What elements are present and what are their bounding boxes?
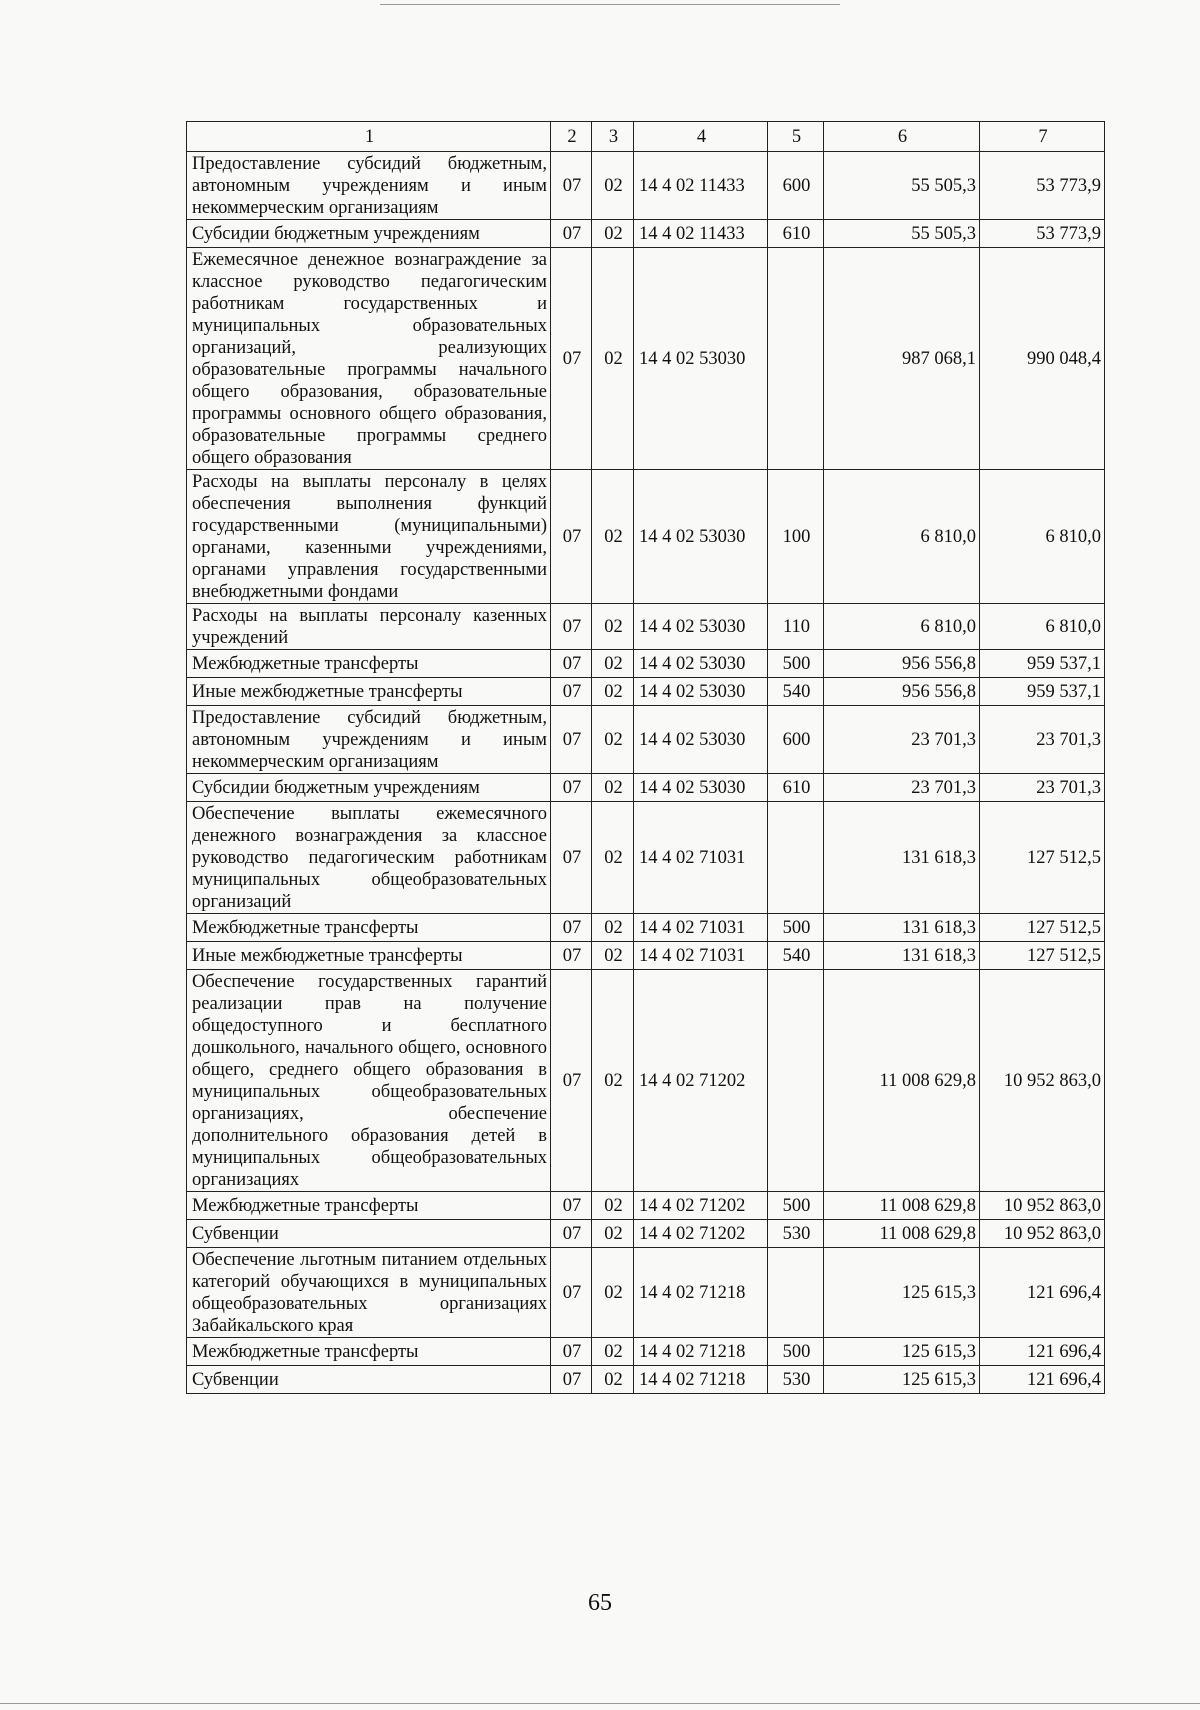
amount-year-1-cell: 23 701,3 [824,774,980,802]
subsection-code-cell: 02 [592,774,634,802]
section-code-cell: 07 [551,470,592,604]
amount-year-2-cell: 990 048,4 [980,248,1105,470]
subsection-code-cell: 02 [592,1338,634,1366]
amount-year-1-cell: 956 556,8 [824,650,980,678]
table-row [187,152,1105,220]
column-header-2: 2 [551,122,592,152]
target-article-cell: 14 4 02 71218 [634,1248,768,1338]
target-article-cell: 14 4 02 71218 [634,1366,768,1394]
section-code-cell: 07 [551,650,592,678]
expense-type-cell: 540 [768,942,824,970]
amount-year-2-cell: 121 696,4 [980,1366,1105,1394]
row-name-cell: Субвенции [187,1220,551,1248]
column-numbers-row [187,122,1105,152]
section-code-cell: 07 [551,774,592,802]
target-article-cell: 14 4 02 11433 [634,220,768,248]
expense-type-cell: 500 [768,1338,824,1366]
amount-year-1-cell: 131 618,3 [824,914,980,942]
column-header-3: 3 [592,122,634,152]
row-name-cell: Субсидии бюджетным учреждениям [187,774,551,802]
expense-type-cell: 100 [768,470,824,604]
expense-type-cell: 500 [768,1192,824,1220]
amount-year-2-cell: 53 773,9 [980,152,1105,220]
table-row [187,970,1105,1192]
expense-type-cell [768,1248,824,1338]
row-name-cell: Расходы на выплаты персоналу в целях обеспечения выполнения функций государственными (муниципальными) органами, казенными учреждениями, органами управления государственными внебюджетными фондами [187,470,551,604]
section-code-cell: 07 [551,706,592,774]
target-article-cell: 14 4 02 53030 [634,706,768,774]
table-row [187,650,1105,678]
table-row [187,1366,1105,1394]
column-header-5: 5 [768,122,824,152]
amount-year-2-cell: 121 696,4 [980,1338,1105,1366]
amount-year-1-cell: 6 810,0 [824,470,980,604]
row-name-cell: Иные межбюджетные трансферты [187,942,551,970]
amount-year-1-cell: 956 556,8 [824,678,980,706]
table-row [187,774,1105,802]
amount-year-1-cell: 11 008 629,8 [824,1192,980,1220]
row-name-cell: Субвенции [187,1366,551,1394]
column-header-1: 1 [187,122,551,152]
target-article-cell: 14 4 02 71202 [634,970,768,1192]
expense-type-cell: 530 [768,1366,824,1394]
expense-type-cell: 600 [768,706,824,774]
target-article-cell: 14 4 02 53030 [634,248,768,470]
table-row [187,914,1105,942]
subsection-code-cell: 02 [592,248,634,470]
expense-type-cell: 610 [768,220,824,248]
row-name-cell: Предоставление субсидий бюджетным, автономным учреждениям и иным некоммерческим организациям [187,152,551,220]
section-code-cell: 07 [551,970,592,1192]
budget-table [186,121,1105,1394]
amount-year-1-cell: 125 615,3 [824,1338,980,1366]
amount-year-1-cell: 125 615,3 [824,1248,980,1338]
amount-year-1-cell: 6 810,0 [824,604,980,650]
target-article-cell: 14 4 02 71202 [634,1220,768,1248]
section-code-cell: 07 [551,220,592,248]
amount-year-1-cell: 23 701,3 [824,706,980,774]
subsection-code-cell: 02 [592,942,634,970]
row-name-cell: Предоставление субсидий бюджетным, автономным учреждениям и иным некоммерческим организациям [187,706,551,774]
expense-type-cell: 610 [768,774,824,802]
table-row [187,706,1105,774]
expense-type-cell: 110 [768,604,824,650]
scan-edge-bottom [0,1703,1200,1704]
table-row [187,248,1105,470]
section-code-cell: 07 [551,678,592,706]
amount-year-2-cell: 6 810,0 [980,604,1105,650]
amount-year-2-cell: 121 696,4 [980,1248,1105,1338]
row-name-cell: Межбюджетные трансферты [187,914,551,942]
column-header-7: 7 [980,122,1105,152]
target-article-cell: 14 4 02 11433 [634,152,768,220]
amount-year-2-cell: 127 512,5 [980,802,1105,914]
section-code-cell: 07 [551,1192,592,1220]
expense-type-cell: 500 [768,650,824,678]
table-row [187,1248,1105,1338]
row-name-cell: Субсидии бюджетным учреждениям [187,220,551,248]
section-code-cell: 07 [551,152,592,220]
row-name-cell: Расходы на выплаты персоналу казенных учреждений [187,604,551,650]
amount-year-1-cell: 11 008 629,8 [824,970,980,1192]
amount-year-1-cell: 131 618,3 [824,942,980,970]
subsection-code-cell: 02 [592,1248,634,1338]
amount-year-2-cell: 23 701,3 [980,706,1105,774]
amount-year-2-cell: 959 537,1 [980,678,1105,706]
row-name-cell: Межбюджетные трансферты [187,1192,551,1220]
table-row [187,802,1105,914]
subsection-code-cell: 02 [592,650,634,678]
amount-year-2-cell: 10 952 863,0 [980,970,1105,1192]
table-row [187,470,1105,604]
table-body [187,152,1105,1394]
expense-type-cell [768,248,824,470]
subsection-code-cell: 02 [592,706,634,774]
target-article-cell: 14 4 02 71031 [634,802,768,914]
target-article-cell: 14 4 02 71202 [634,1192,768,1220]
table-row [187,220,1105,248]
row-name-cell: Обеспечение государственных гарантий реализации прав на получение общедоступного и бесплатного дошкольного, начального общего, основного общего, среднего общего образования в муниципальных общеобразовательных организациях, обеспечение дополнительного образования детей в муниципальных общеобразовательных организациях [187,970,551,1192]
target-article-cell: 14 4 02 71218 [634,1338,768,1366]
amount-year-1-cell: 131 618,3 [824,802,980,914]
table-row [187,1192,1105,1220]
target-article-cell: 14 4 02 71031 [634,942,768,970]
section-code-cell: 07 [551,914,592,942]
target-article-cell: 14 4 02 71031 [634,914,768,942]
section-code-cell: 07 [551,604,592,650]
amount-year-2-cell: 23 701,3 [980,774,1105,802]
section-code-cell: 07 [551,942,592,970]
column-header-4: 4 [634,122,768,152]
target-article-cell: 14 4 02 53030 [634,678,768,706]
subsection-code-cell: 02 [592,914,634,942]
amount-year-2-cell: 959 537,1 [980,650,1105,678]
section-code-cell: 07 [551,1248,592,1338]
subsection-code-cell: 02 [592,220,634,248]
amount-year-1-cell: 11 008 629,8 [824,1220,980,1248]
subsection-code-cell: 02 [592,1192,634,1220]
amount-year-1-cell: 125 615,3 [824,1366,980,1394]
expense-type-cell [768,802,824,914]
section-code-cell: 07 [551,1220,592,1248]
table-row [187,942,1105,970]
row-name-cell: Межбюджетные трансферты [187,1338,551,1366]
section-code-cell: 07 [551,802,592,914]
amount-year-2-cell: 6 810,0 [980,470,1105,604]
expense-type-cell: 530 [768,1220,824,1248]
amount-year-1-cell: 987 068,1 [824,248,980,470]
subsection-code-cell: 02 [592,678,634,706]
subsection-code-cell: 02 [592,470,634,604]
target-article-cell: 14 4 02 53030 [634,650,768,678]
subsection-code-cell: 02 [592,1366,634,1394]
subsection-code-cell: 02 [592,604,634,650]
amount-year-2-cell: 53 773,9 [980,220,1105,248]
amount-year-2-cell: 10 952 863,0 [980,1220,1105,1248]
subsection-code-cell: 02 [592,1220,634,1248]
table-row [187,1220,1105,1248]
page-number: 65 [588,1590,612,1616]
subsection-code-cell: 02 [592,802,634,914]
amount-year-2-cell: 127 512,5 [980,914,1105,942]
amount-year-2-cell: 127 512,5 [980,942,1105,970]
table-row [187,604,1105,650]
amount-year-1-cell: 55 505,3 [824,220,980,248]
subsection-code-cell: 02 [592,970,634,1192]
target-article-cell: 14 4 02 53030 [634,604,768,650]
expense-type-cell [768,970,824,1192]
row-name-cell: Обеспечение льготным питанием отдельных категорий обучающихся в муниципальных общеобразовательных организациях Забайкальского края [187,1248,551,1338]
subsection-code-cell: 02 [592,152,634,220]
target-article-cell: 14 4 02 53030 [634,470,768,604]
section-code-cell: 07 [551,1338,592,1366]
table-row [187,1338,1105,1366]
row-name-cell: Иные межбюджетные трансферты [187,678,551,706]
amount-year-2-cell: 10 952 863,0 [980,1192,1105,1220]
scan-edge-top [380,4,840,5]
expense-type-cell: 500 [768,914,824,942]
table-row [187,678,1105,706]
section-code-cell: 07 [551,248,592,470]
column-header-6: 6 [824,122,980,152]
row-name-cell: Обеспечение выплаты ежемесячного денежного вознаграждения за классное руководство педагогическим работникам муниципальных общеобразовательных организаций [187,802,551,914]
expense-type-cell: 540 [768,678,824,706]
expense-type-cell: 600 [768,152,824,220]
target-article-cell: 14 4 02 53030 [634,774,768,802]
amount-year-1-cell: 55 505,3 [824,152,980,220]
row-name-cell: Ежемесячное денежное вознаграждение за классное руководство педагогическим работникам государственных и муниципальных образовательных организаций, реализующих образовательные программы начального общего образования, образовательные программы основного общего образования, образовательные программы среднего общего образования [187,248,551,470]
row-name-cell: Межбюджетные трансферты [187,650,551,678]
section-code-cell: 07 [551,1366,592,1394]
